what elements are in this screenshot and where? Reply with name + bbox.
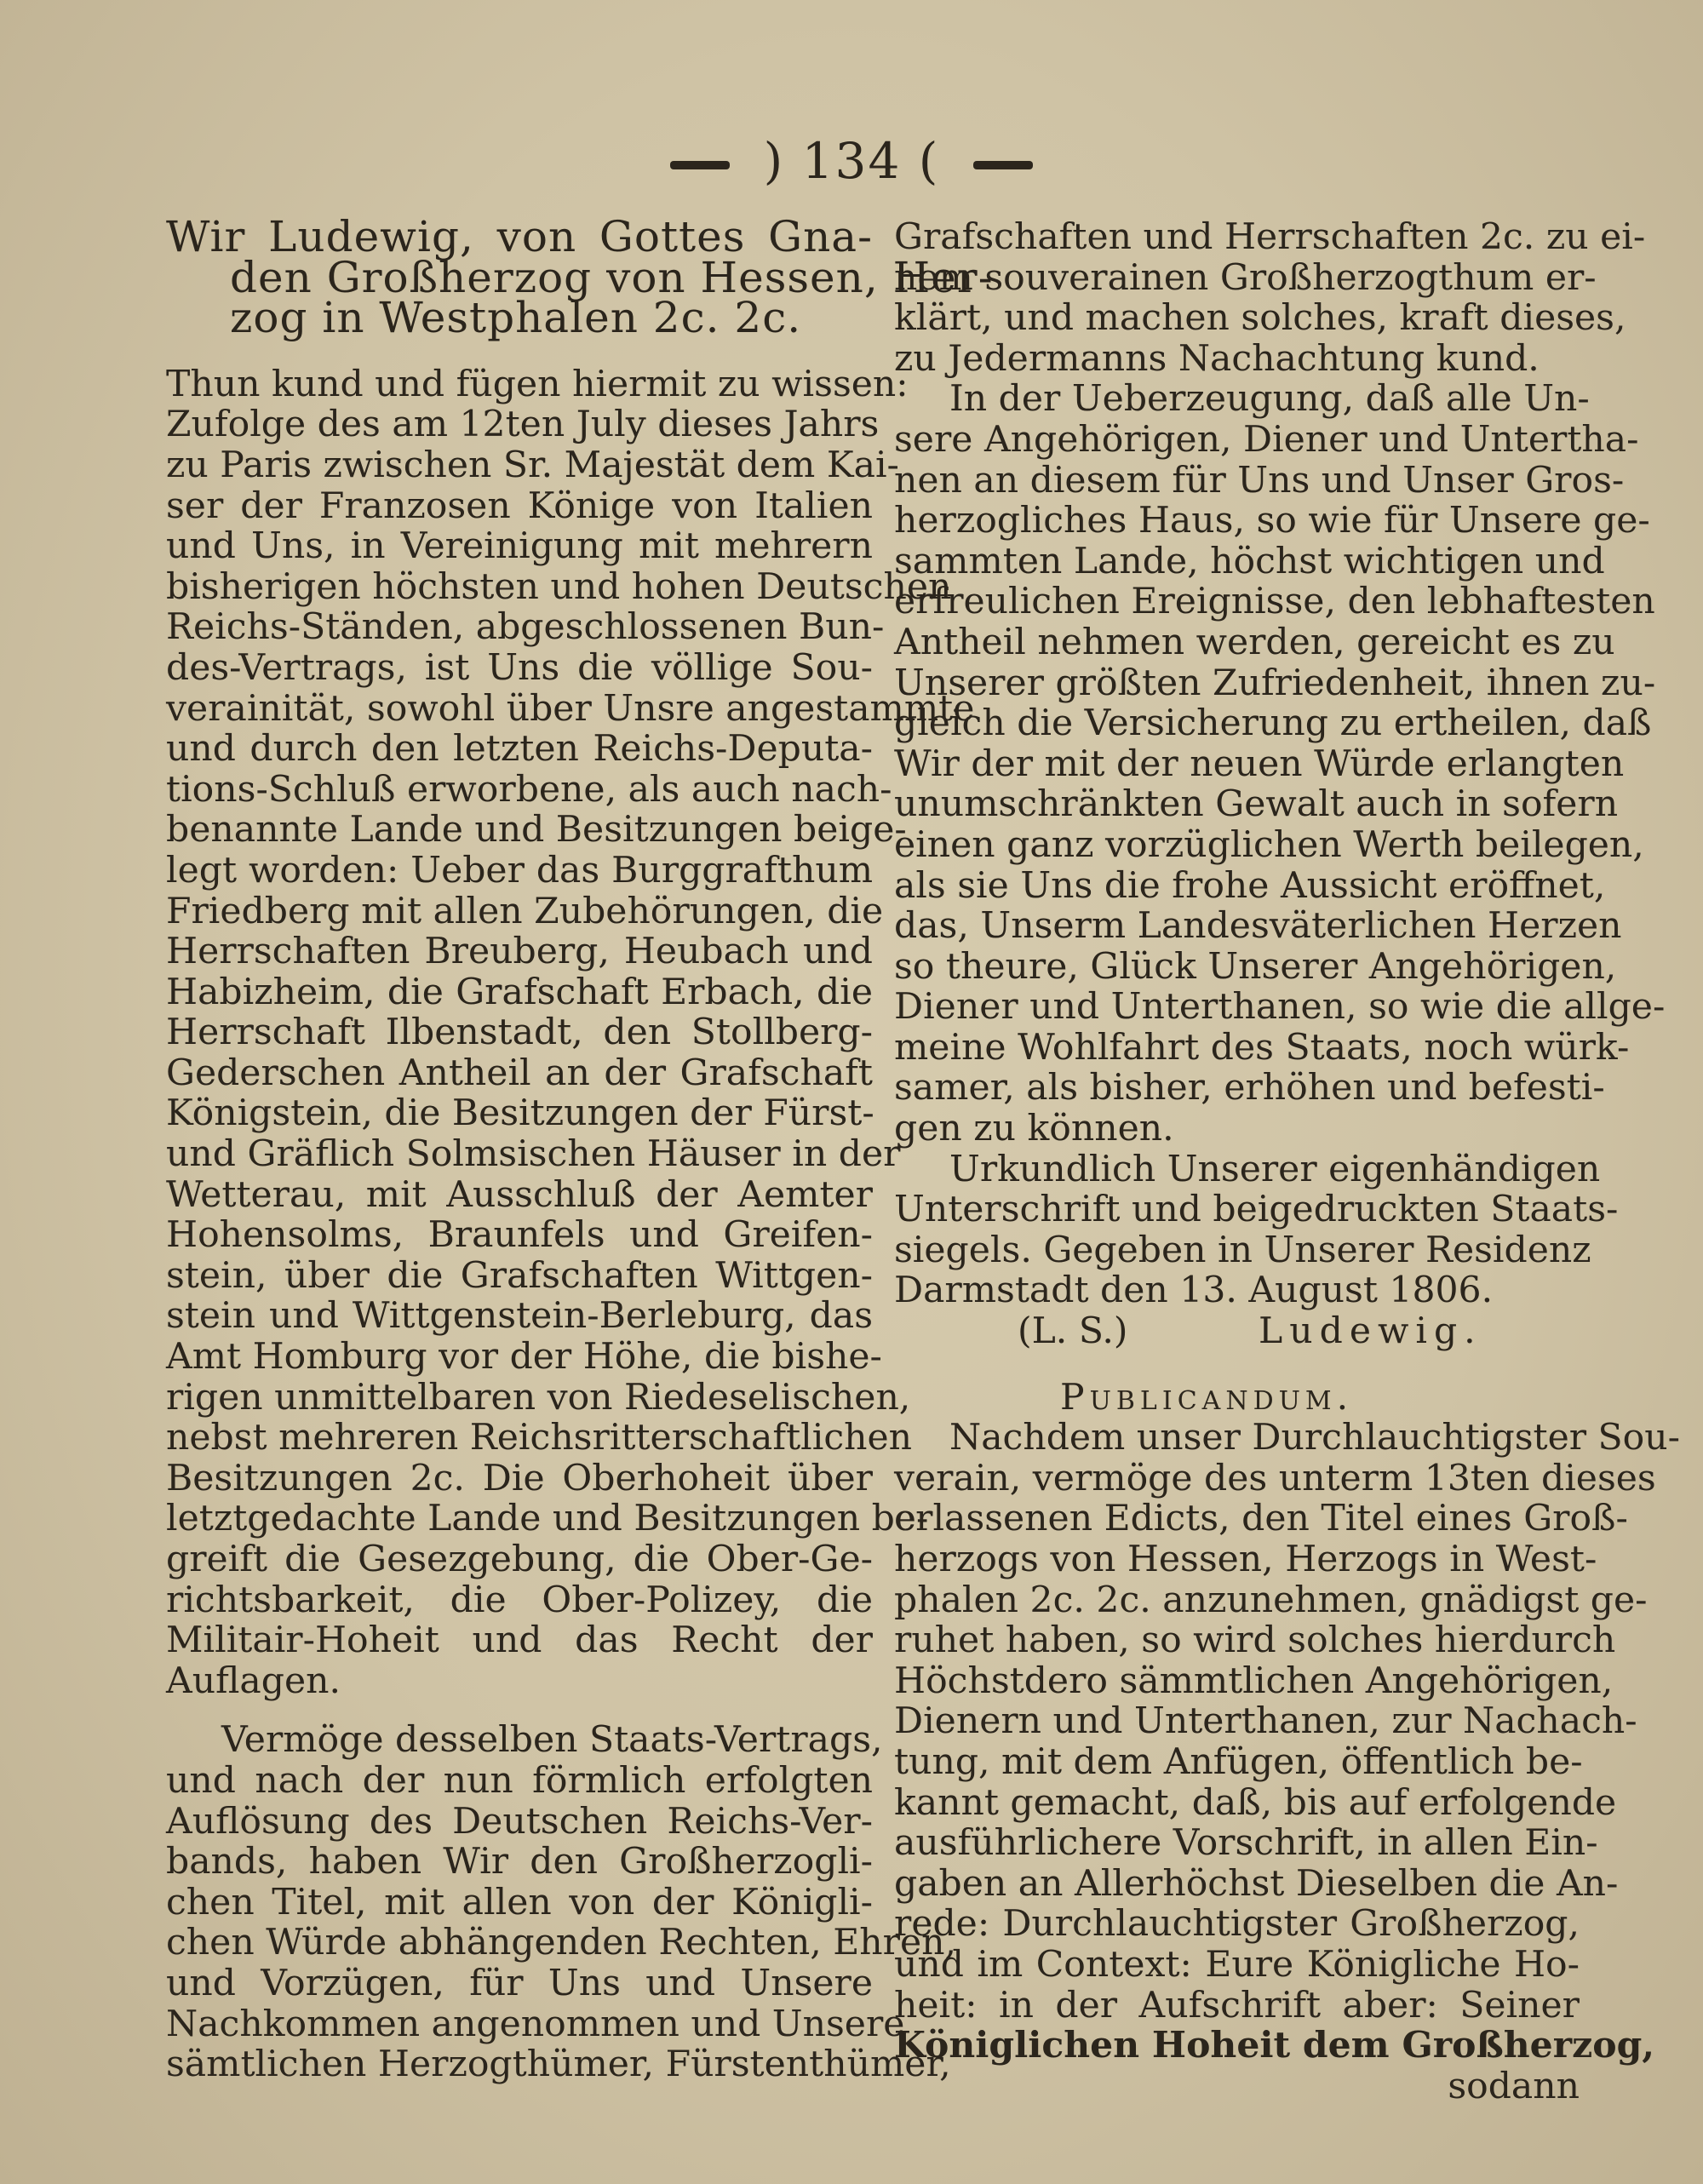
decree-title: [166, 212, 994, 343]
text-line: Auflagen.: [166, 1659, 341, 1702]
text-line: unumschränkten Gewalt auch in sofern: [894, 783, 1619, 826]
section-heading: Publicandum.: [1060, 1376, 1354, 1419]
text-line: kannt gemacht, daß, bis auf erfolgende: [894, 1781, 1617, 1824]
text-line: samer, als bisher, erhöhen und befesti-: [894, 1067, 1605, 1109]
text-line: Grafschaften und Herrschaften 2c. zu ei-: [894, 216, 1646, 258]
text-line: Gederschen Antheil an der Grafschaft: [166, 1052, 873, 1094]
text-line: siegels. Gegeben in Unserer Residenz: [894, 1229, 1591, 1271]
text-line: stein, über die Grafschaften Wittgen-: [166, 1254, 873, 1297]
right-paragraph-3: [894, 1148, 1619, 1312]
text-line: In der Ueberzeugung, daß alle Un-: [949, 378, 1590, 421]
text-line: bisherigen höchsten und hohen Deutschen: [166, 565, 952, 608]
signature-line: [894, 1311, 1580, 1352]
text-line: und Vorzügen, für Uns und Unsere: [166, 1962, 873, 2004]
text-line: Höchstdero sämmtlichen Angehörigen,: [894, 1659, 1614, 1702]
text-line: Reichs-Ständen, abgeschlossenen Bun-: [166, 606, 885, 649]
text-line: Diener und Unterthanen, so wie die allge-: [894, 986, 1666, 1029]
text-line: ruhet haben, so wird solches hierdurch: [894, 1619, 1616, 1662]
text-line: Amt Homburg vor der Höhe, die bishe-: [166, 1336, 882, 1379]
text-line: rede: Durchlauchtigster Großherzog,: [894, 1903, 1580, 1946]
text-line: erlassenen Edicts, den Titel eines Groß-: [894, 1498, 1628, 1540]
text-line: gen zu können.: [894, 1108, 1174, 1150]
right-column: [894, 216, 1680, 2107]
seal-mark: (L. S.): [1018, 1310, 1128, 1353]
text-line: und nach der nun förmlich erfolgten: [166, 1759, 873, 1802]
text-line: erfreulichen Ereignisse, den lebhaftesten: [894, 581, 1655, 623]
text-line: Königstein, die Besitzungen der Fürst-: [166, 1092, 874, 1135]
text-line: stein und Wittgenstein-Berleburg, das: [166, 1295, 873, 1338]
text-line: Darmstadt den 13. August 1806.: [894, 1270, 1494, 1312]
text-line: tung, mit dem Anfügen, öffentlich be-: [894, 1740, 1583, 1783]
text-line: zu Jedermanns Nachachtung kund.: [894, 337, 1540, 380]
text-line: Antheil nehmen werden, gereicht es zu: [894, 621, 1615, 663]
text-line: chen Würde abhängenden Rechten, Ehren,: [166, 1922, 957, 1964]
text-line: zu Paris zwischen Sr. Majestät dem Kai-: [166, 444, 899, 486]
text-line: Königlichen Hoheit dem Großherzog,: [894, 2024, 1655, 2067]
header-rule-right: [973, 161, 1033, 169]
left-column: [166, 212, 994, 2086]
text-line: Nachkommen angenommen und Unsere: [166, 2003, 905, 2045]
right-paragraph-4: [894, 1417, 1680, 2107]
text-line: und Gräflich Solmsischen Häuser in der: [166, 1133, 901, 1176]
text-line: nen an diesem für Uns und Unser Gros-: [894, 459, 1625, 502]
text-line: richtsbarkeit, die Ober-Polizey, die: [166, 1579, 873, 1621]
text-line: Unterschrift und beigedruckten Staats-: [894, 1189, 1619, 1231]
text-line: Hohensolms, Braunfels und Greifen-: [166, 1214, 873, 1257]
text-line: legt worden: Ueber das Burggrafthum: [166, 849, 873, 891]
text-line: sere Angehörigen, Diener und Untertha-: [894, 418, 1639, 461]
text-line: benannte Lande und Besitzungen beige-: [166, 809, 907, 851]
text-line: ausführlichere Vorschrift, in allen Ein-: [894, 1822, 1598, 1865]
text-line: Dienern und Unterthanen, zur Nachach-: [894, 1700, 1637, 1743]
page-number: ) 134 (: [763, 132, 940, 190]
left-paragraph-1: [166, 363, 975, 1702]
text-line: das, Unserm Landesväterlichen Herzen: [894, 905, 1622, 948]
text-line: Habizheim, die Grafschaft Erbach, die: [166, 971, 873, 1013]
text-line: Herrschaften Breuberg, Heubach und: [166, 931, 873, 973]
text-line: nebst mehreren Reichsritterschaftlichen: [166, 1417, 913, 1459]
left-paragraph-2: [166, 1719, 957, 2086]
text-line: und im Context: Eure Königliche Ho-: [894, 1943, 1580, 1986]
text-line: Wir der mit der neuen Würde erlangten: [894, 742, 1625, 785]
text-line: klärt, und machen solches, kraft dieses,: [894, 297, 1626, 340]
text-line: meine Wohlfahrt des Staats, noch würk-: [894, 1026, 1630, 1069]
text-line: verain, vermöge des unterm 13ten dieses: [894, 1457, 1656, 1499]
text-line: nem souverainen Großherzogthum er-: [894, 256, 1597, 299]
title-line: Wir Ludewig, von Gottes Gna-: [166, 212, 873, 261]
text-line: des-Vertrags, ist Uns die völlige Sou-: [166, 646, 873, 689]
text-line: sämtlichen Herzogthümer, Fürstenthümer,: [166, 2044, 951, 2086]
text-line: Zufolge des am 12ten July dieses Jahrs: [166, 404, 880, 446]
text-line: gaben an Allerhöchst Dieselben die An-: [894, 1862, 1619, 1905]
text-line: Urkundlich Unserer eigenhändigen: [949, 1148, 1601, 1190]
catchword: sodann: [1448, 2065, 1580, 2107]
text-line: tions-Schluß erworbene, als auch nach-: [166, 768, 892, 811]
text-line: chen Titel, mit allen von der Königli-: [166, 1881, 873, 1923]
text-line: phalen 2c. 2c. anzunehmen, gnädigst ge-: [894, 1579, 1648, 1621]
text-line: Auflösung des Deutschen Reichs-Ver-: [166, 1800, 873, 1843]
text-line: sammten Lande, höchst wichtigen und: [894, 540, 1605, 582]
text-line: Wetterau, mit Ausschluß der Aemter: [166, 1173, 873, 1216]
text-line: Herrschaft Ilbenstadt, den Stollberg-: [166, 1012, 873, 1054]
text-line: so theure, Glück Unserer Angehörigen,: [894, 945, 1617, 988]
title-line: den Großherzog von Hessen, Her-: [230, 252, 994, 302]
text-line: letztgedachte Lande und Besitzungen be-: [166, 1498, 929, 1540]
text-line: herzogs von Hessen, Herzogs in West-: [894, 1539, 1597, 1580]
text-line: rigen unmittelbaren von Riedeselischen,: [166, 1376, 911, 1419]
right-paragraph-1: [894, 216, 1646, 380]
text-line: bands, haben Wir den Großherzogli-: [166, 1841, 873, 1883]
text-line: als sie Uns die frohe Aussicht eröffnet,: [894, 864, 1606, 907]
text-line: einen ganz vorzüglichen Werth beilegen,: [894, 823, 1644, 866]
text-line: und Uns, in Vereinigung mit mehrern: [166, 525, 873, 568]
text-line: Friedberg mit allen Zubehörungen, die: [166, 890, 884, 932]
signature-name: Ludewig.: [1259, 1310, 1482, 1353]
text-line: greift die Gesezgebung, die Ober-Ge-: [166, 1539, 873, 1580]
right-paragraph-2: [894, 378, 1666, 1150]
text-line: und durch den letzten Reichs-Deputa-: [166, 728, 873, 771]
text-line: Militair-Hoheit und das Recht der: [166, 1619, 873, 1662]
text-line: Vermöge desselben Staats-Vertrags,: [221, 1719, 883, 1762]
text-line: Thun kund und fügen hiermit zu wissen:: [166, 363, 909, 405]
text-line: Nachdem unser Durchlauchtigster Sou-: [949, 1417, 1680, 1459]
text-line: herzogliches Haus, so wie für Unsere ge-: [894, 500, 1650, 542]
text-line: gleich die Versicherung zu ertheilen, daß: [894, 702, 1652, 745]
header-rule-left: [670, 161, 730, 169]
text-line: ser der Franzosen Könige von Italien: [166, 484, 873, 527]
text-line: verainität, sowohl über Unsre angestammte: [166, 687, 975, 730]
text-line: Unserer größten Zufriedenheit, ihnen zu-: [894, 662, 1656, 704]
text-line: heit: in der Aufschrift aber: Seiner: [894, 1984, 1580, 2026]
page-header: [0, 132, 1703, 190]
title-line: zog in Westphalen 2c. 2c.: [230, 293, 802, 343]
text-line: Besitzungen 2c. Die Oberhoheit über: [166, 1457, 873, 1499]
